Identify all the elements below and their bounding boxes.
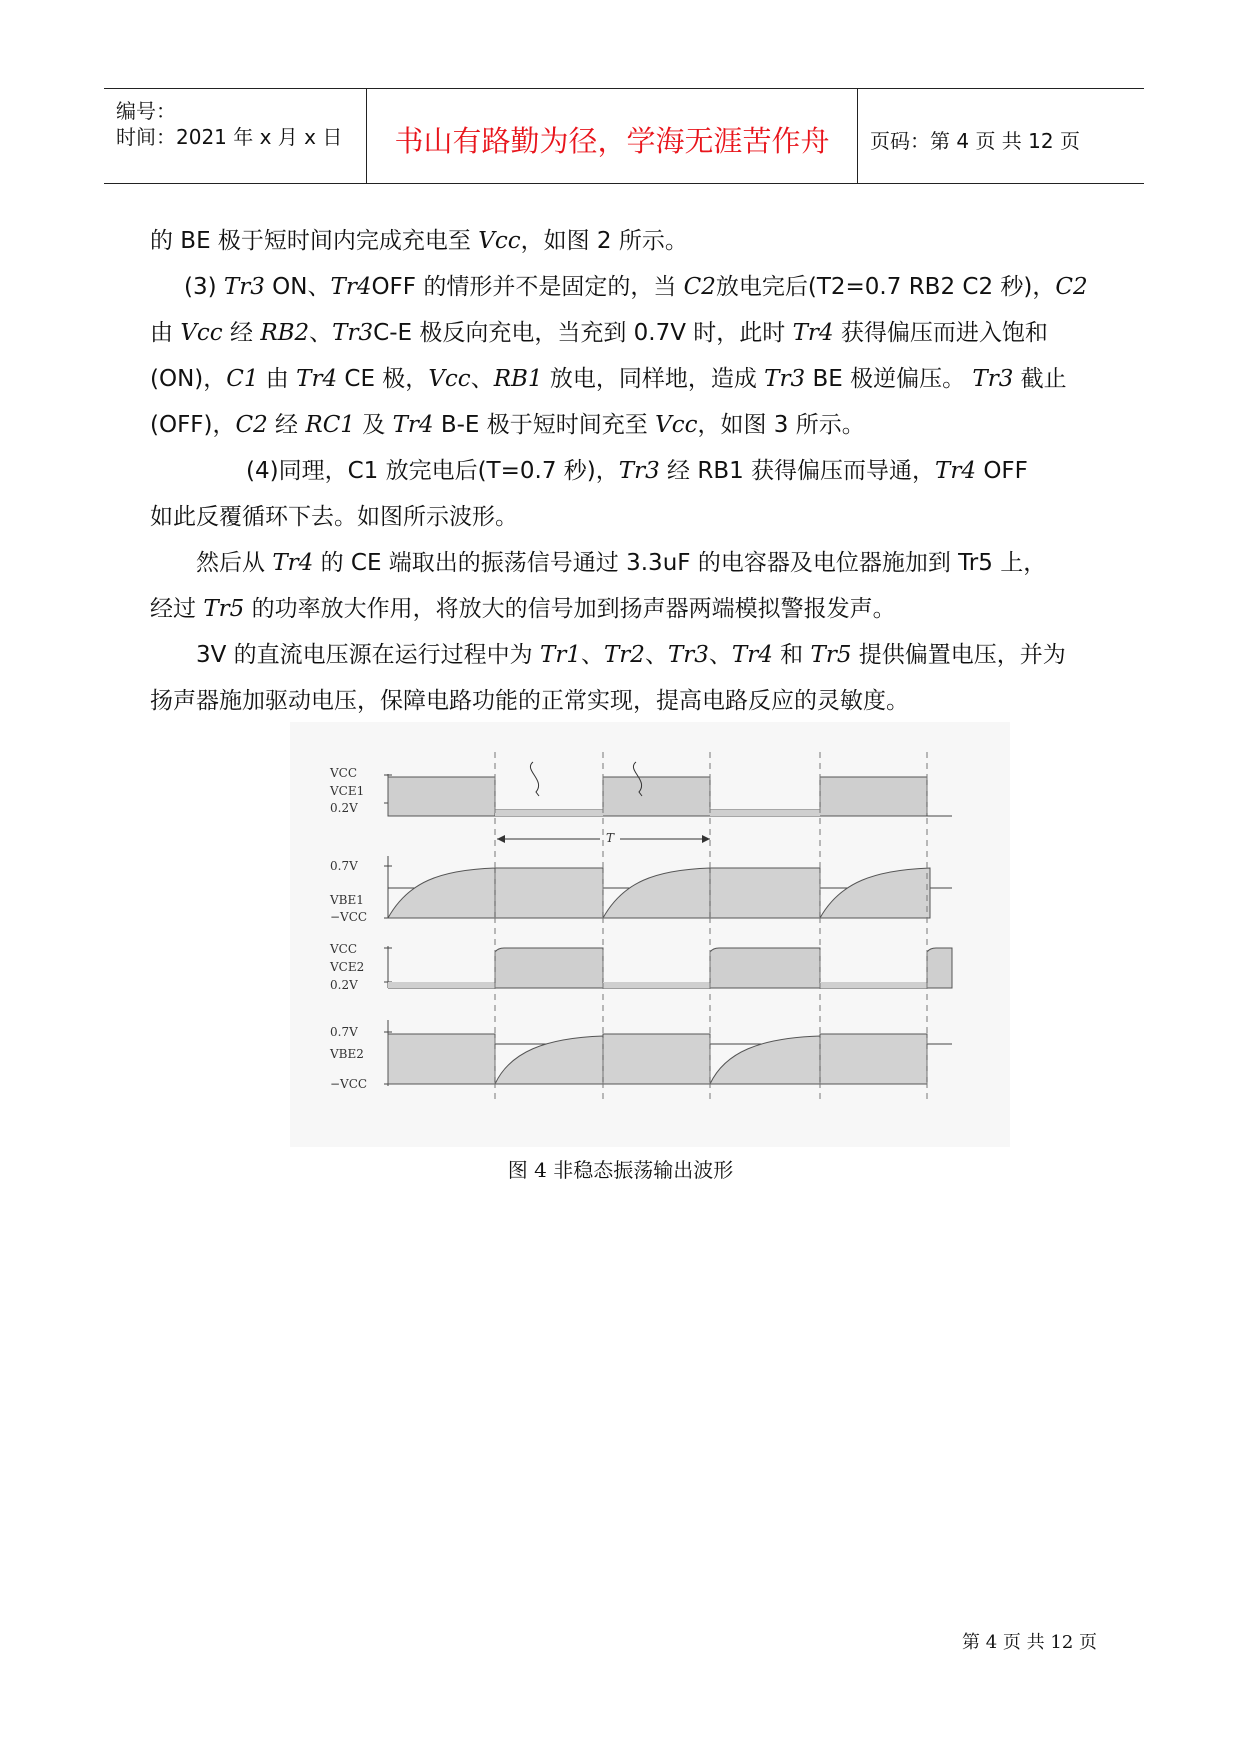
paragraph-1-line-4: (OFF)，C2 经 RC1 及 Tr4 B-E 极于短时间充至 Vcc，如图 3 所示。: [150, 412, 865, 438]
label-vce1: VCE1: [330, 784, 365, 798]
label-07v-1: 0.7V: [330, 859, 358, 873]
paragraph-3-line-1: 然后从 Tr4 的 CE 端取出的振荡信号通过 3.3uF 的电容器及电位器施加到 Tr5 上，: [196, 550, 1047, 576]
paragraph-3-line-2: 经过 Tr5 的功率放大作用，将放大的信号加到扬声器两端模拟警报发声。: [150, 596, 896, 622]
label-vbe1: VBE1: [330, 893, 364, 907]
paragraph-2-line-1: (4)同理，C1 放完电后(T=0.7 秒)，Tr3 经 RB1 获得偏压而导通，Tr4 OFF: [246, 458, 1028, 484]
header-info-cell: [104, 89, 366, 183]
figure-caption: 图 4 非稳态振荡输出波形: [507, 1158, 734, 1182]
waveform-diagram: [290, 722, 1010, 1147]
header-slogan-cell: [366, 89, 858, 183]
waveform-figure: [290, 722, 1010, 1147]
slogan: 书山有路勤为径，学海无涯苦作舟: [394, 124, 830, 158]
label-period-t: T: [606, 831, 615, 845]
document-header: [104, 88, 1144, 184]
paragraph-2-line-2: 如此反覆循环下去。如图所示波形。: [150, 504, 518, 530]
paragraph-1-line-2: 由 Vcc 经 RB2、Tr3C-E 极反向充电，当充到 0.7V 时，此时 Tr4 获得偏压而进入饱和: [150, 320, 1048, 346]
vbe2-high-2: [603, 1034, 710, 1084]
paragraph-4-line-2: 扬声器施加驱动电压，保障电路功能的正常实现，提高电路反应的灵敏度。: [150, 688, 909, 714]
label-mvcc-1: −VCC: [330, 910, 368, 924]
label-07v-4: 0.7V: [330, 1025, 358, 1039]
paragraph-1-line-1: (3) Tr3 ON、Tr4OFF 的情形并不是固定的，当 C2放电完后(T2=0.7 RB2 C2 秒)，C2: [184, 274, 1088, 300]
vbe2-high-1: [388, 1034, 495, 1084]
header-page-cell: [858, 89, 1144, 183]
paragraph-4-line-1: 3V 的直流电压源在运行过程中为 Tr1、Tr2、Tr3、Tr4 和 Tr5 提供偏置电压，并为: [196, 642, 1066, 668]
label-vce2: VCE2: [330, 960, 365, 974]
paragraph-1-line-3: (ON)，C1 由 Tr4 CE 极，Vcc、RB1 放电，同样地，造成 Tr3 BE 极逆偏压。 Tr3 截止: [150, 366, 1067, 392]
vbe2-high-3: [820, 1034, 927, 1084]
label-vcc-1: VCC: [330, 766, 358, 780]
vbe1-high-1: [495, 868, 603, 918]
vce2-pulse-3: [927, 948, 952, 988]
vce2-pulse-1: [495, 948, 603, 988]
time-label: 时间：2021 年 x 月 x 日: [116, 125, 343, 149]
vbe1-high-2: [710, 868, 820, 918]
body-text: [150, 218, 1100, 724]
vce2-pulse-2: [710, 948, 820, 988]
paragraph-0: 的 BE 极于短时间内完成充电至 Vcc，如图 2 所示。: [150, 228, 688, 254]
page-label: 页码：第 4 页 共 12 页: [870, 129, 1080, 153]
label-02v-3: 0.2V: [330, 978, 358, 992]
label-vbe2: VBE2: [330, 1047, 364, 1061]
label-vcc-3: VCC: [330, 942, 358, 956]
number-label: 编号：: [116, 99, 176, 123]
label-mvcc-4: −VCC: [330, 1077, 368, 1091]
page-footer: 第 4 页 共 12 页: [962, 1632, 1097, 1653]
label-02v-1: 0.2V: [330, 801, 358, 815]
